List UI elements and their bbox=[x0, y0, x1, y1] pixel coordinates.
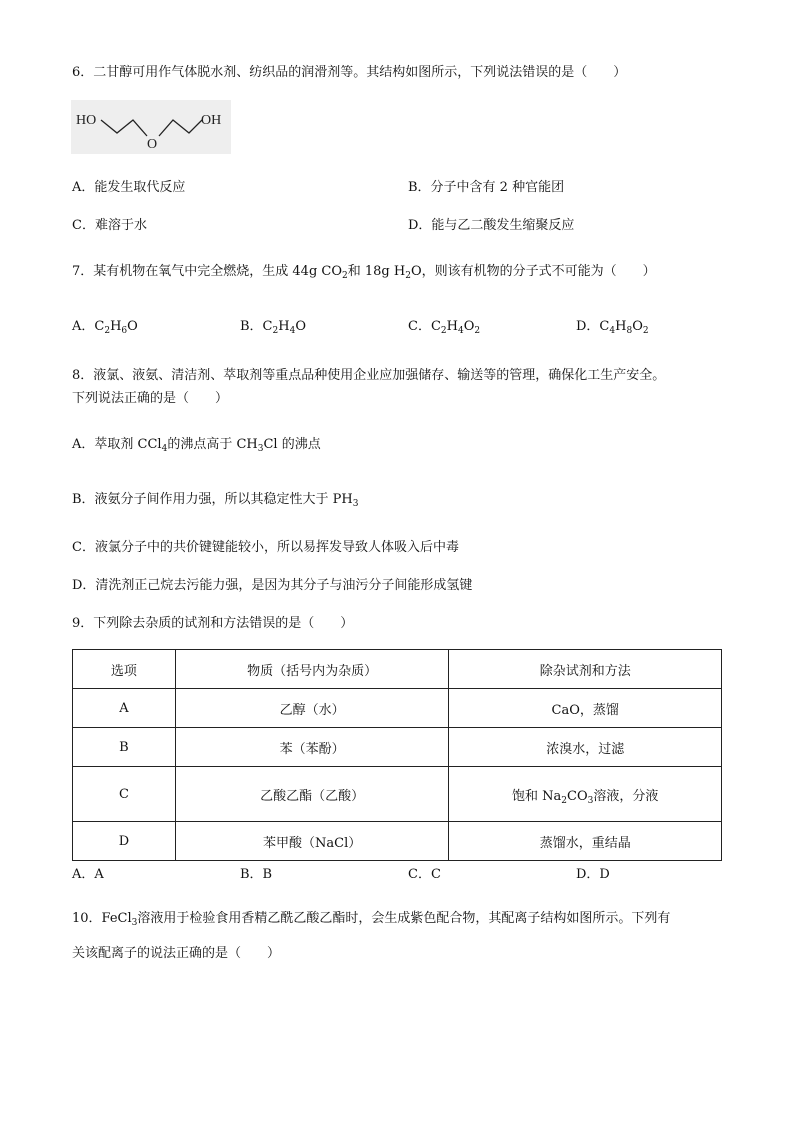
q8-a-part2: 的沸点高于 CH bbox=[167, 437, 258, 452]
q7-stem-part2: 和 18g H bbox=[347, 264, 406, 279]
q9-header-method: 除杂试剂和方法 bbox=[449, 650, 722, 689]
q8-stem-line1: 8．液氯、液氨、清洁剂、萃取剂等重点品种使用企业应加强储存、输送等的管理，确保化工生产安全。 bbox=[72, 368, 666, 383]
q7-a-prefix: A．C bbox=[72, 319, 105, 334]
q8-b-sub: 3 bbox=[352, 499, 359, 509]
q8-option-c: C．液氯分子中的共价键键能较小，所以易挥发导致人体吸入后中毒 bbox=[72, 540, 459, 555]
table-row bbox=[73, 767, 722, 822]
q9-row-d-substance: 苯甲酸（NaCl） bbox=[175, 822, 449, 861]
q9-row-c-option: C bbox=[73, 767, 176, 822]
q7-b-sub1: 2 bbox=[272, 326, 279, 336]
q7-b-sub2: 4 bbox=[289, 326, 296, 336]
q10-stem-line2: 关该配离子的说法正确的是（ ） bbox=[72, 946, 281, 961]
q9-answer-d: D．D bbox=[576, 867, 610, 882]
q8-a-part1: A．萃取剂 CCl bbox=[72, 437, 162, 452]
q9-row-c-method bbox=[449, 767, 722, 822]
table-row bbox=[73, 728, 722, 767]
q7-c-h: H bbox=[446, 319, 458, 334]
q8-stem-line2: 下列说法正确的是（ ） bbox=[72, 391, 229, 406]
q8-option-a bbox=[72, 436, 321, 454]
q7-b-h: H bbox=[278, 319, 290, 334]
q7-c-sub3: 2 bbox=[474, 326, 481, 336]
q7-stem-sub1: 2 bbox=[342, 271, 348, 281]
q7-stem-part3: O，则该有机物的分子式不可能为（ ） bbox=[410, 264, 656, 279]
q7-c-sub2: 4 bbox=[457, 326, 464, 336]
q9-row-c-substance: 乙酸乙酯（乙酸） bbox=[175, 767, 449, 822]
q9-c-method-sub1: 2 bbox=[561, 795, 568, 806]
q8-b-part1: B．液氨分子间作用力强，所以其稳定性大于 PH bbox=[72, 492, 353, 507]
q7-c-sub1: 2 bbox=[440, 326, 447, 336]
q6-stem: 6．二甘醇可用作气体脱水剂、纺织品的润滑剂等。其结构如图所示，下列说法错误的是（ ） bbox=[72, 65, 627, 80]
q7-d-sub1: 4 bbox=[609, 326, 616, 336]
q6-option-c: C．难溶于水 bbox=[72, 218, 147, 233]
structure-bonds-left bbox=[101, 120, 147, 136]
q10-stem-line1 bbox=[72, 910, 670, 928]
q7-a-h: H bbox=[110, 319, 122, 334]
q6-option-b: B．分子中含有 2 种官能团 bbox=[408, 180, 565, 195]
q9-header-option: 选项 bbox=[73, 650, 176, 689]
structure-diagram bbox=[71, 100, 231, 154]
q9-row-a-method: CaO，蒸馏 bbox=[449, 689, 722, 728]
q8-option-b bbox=[72, 491, 359, 509]
q9-row-b-method: 浓溴水，过滤 bbox=[449, 728, 722, 767]
table-row bbox=[73, 689, 722, 728]
q7-d-o: O bbox=[632, 319, 643, 334]
q9-row-d-method: 蒸馏水，重结晶 bbox=[449, 822, 722, 861]
q7-option-c bbox=[408, 318, 480, 336]
q7-d-sub3: 2 bbox=[642, 326, 649, 336]
q9-c-method-part1: 饱和 Na bbox=[512, 788, 562, 804]
q9-row-d-option: D bbox=[73, 822, 176, 861]
q7-option-b bbox=[240, 318, 306, 336]
q7-d-h: H bbox=[615, 319, 627, 334]
q8-a-sub2: 3 bbox=[257, 444, 264, 454]
q8-a-part3: Cl 的沸点 bbox=[263, 437, 321, 452]
q6-option-d: D．能与乙二酸发生缩聚反应 bbox=[408, 218, 575, 233]
q7-option-d bbox=[576, 318, 649, 336]
q9-answer-a: A．A bbox=[72, 867, 104, 882]
q7-b-o: O bbox=[295, 319, 306, 334]
table-row bbox=[73, 822, 722, 861]
q9-answer-c: C．C bbox=[408, 867, 441, 882]
structure-label-o: O bbox=[147, 137, 158, 152]
q8-a-sub1: 4 bbox=[161, 444, 168, 454]
q10-sub: 3 bbox=[131, 918, 138, 928]
q9-c-method-part3: 溶液，分液 bbox=[593, 788, 659, 804]
q9-table bbox=[72, 649, 722, 861]
q9-c-method-sub2: 3 bbox=[587, 795, 594, 806]
q9-header-substance: 物质（括号内为杂质） bbox=[175, 650, 449, 689]
q7-a-sub2: 6 bbox=[121, 326, 128, 336]
q7-b-prefix: B．C bbox=[240, 319, 273, 334]
q9-stem: 9．下列除去杂质的试剂和方法错误的是（ ） bbox=[72, 616, 354, 631]
q7-stem-sub2: 2 bbox=[405, 271, 411, 281]
q10-part1: 10．FeCl bbox=[72, 911, 132, 926]
structure-bonds-right bbox=[159, 120, 202, 136]
q7-a-sub1: 2 bbox=[104, 326, 111, 336]
q9-c-method-part2: CO bbox=[567, 788, 588, 804]
q7-d-sub2: 8 bbox=[626, 326, 633, 336]
q10-part2: 溶液用于检验食用香精乙酰乙酸乙酯时，会生成紫色配合物，其配离子结构如图所示。下列有 bbox=[137, 911, 671, 926]
structure-label-oh: OH bbox=[201, 113, 222, 128]
q9-row-b-substance: 苯（苯酚） bbox=[175, 728, 449, 767]
diethylene-glycol-structure bbox=[71, 100, 231, 154]
q7-c-prefix: C．C bbox=[408, 319, 441, 334]
q9-table-header-row bbox=[73, 650, 722, 689]
q9-row-a-substance: 乙醇（水） bbox=[175, 689, 449, 728]
q7-c-o: O bbox=[463, 319, 475, 334]
q9-row-b-option: B bbox=[73, 728, 176, 767]
q6-option-a: A．能发生取代反应 bbox=[72, 180, 186, 195]
q8-option-d: D．清洗剂正己烷去污能力强，是因为其分子与油污分子间能形成氢键 bbox=[72, 578, 473, 593]
q7-stem-part1: 7．某有机物在氧气中完全燃烧，生成 44g CO bbox=[72, 264, 343, 279]
q9-answer-b: B．B bbox=[240, 867, 273, 882]
q7-stem bbox=[72, 263, 656, 281]
q7-option-a bbox=[72, 318, 138, 336]
q7-a-o: O bbox=[127, 319, 138, 334]
q7-d-prefix: D．C bbox=[576, 319, 610, 334]
q9-row-a-option: A bbox=[73, 689, 176, 728]
structure-label-ho: HO bbox=[76, 113, 97, 128]
